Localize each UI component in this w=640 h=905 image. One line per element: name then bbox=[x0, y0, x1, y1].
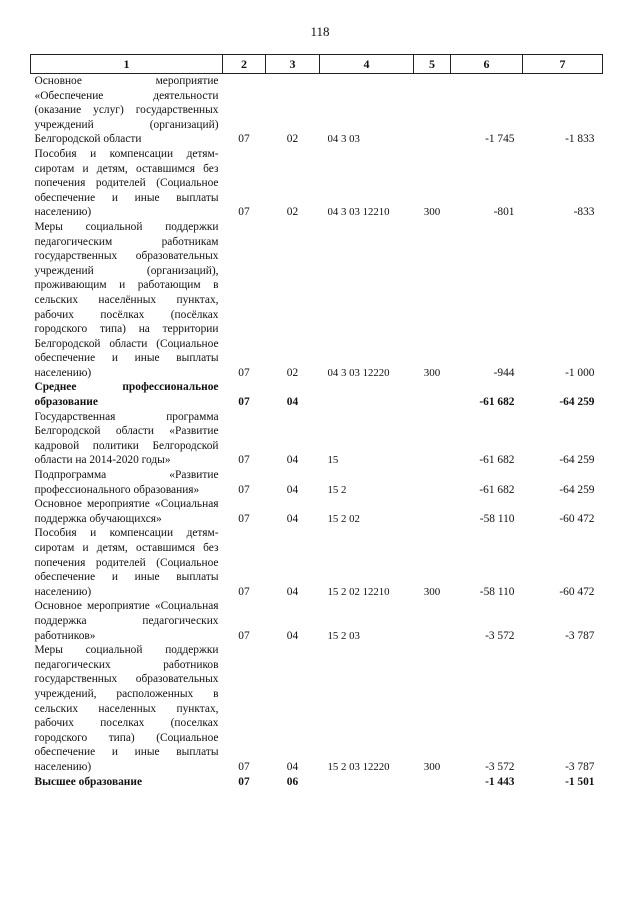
amount-year1-cell: -944 bbox=[493, 366, 515, 379]
target-article-cell: 15 2 03 bbox=[327, 629, 360, 642]
row-name-cell: Среднее профессиональное образование bbox=[34, 381, 219, 409]
subsection-code-cell: 04 bbox=[286, 454, 299, 467]
amount-year1-cell: -61 682 bbox=[479, 483, 515, 496]
section-code-cell: 07 bbox=[238, 629, 250, 642]
subsection-code-cell: 02 bbox=[286, 206, 299, 219]
amount-year2-cell: -64 259 bbox=[559, 483, 595, 496]
subsection-code-cell: 06 bbox=[286, 775, 299, 788]
amount-year2-cell: -60 472 bbox=[559, 585, 595, 598]
expense-type-cell bbox=[414, 410, 451, 468]
section-code-cell: 07 bbox=[238, 366, 250, 379]
row-name-cell: Пособия и компенсации детям-сиротам и детям, оставшимся без попечения родителей (Социальное обеспечение и иные выплаты населению) bbox=[34, 527, 219, 598]
subsection-code-cell: 04 bbox=[286, 629, 299, 642]
subsection-code-cell: 02 bbox=[286, 133, 299, 146]
column-header: 3 bbox=[266, 55, 320, 74]
expense-type-cell: 300 bbox=[423, 760, 441, 773]
section-code-cell: 07 bbox=[238, 760, 250, 773]
section-code-cell: 07 bbox=[238, 454, 250, 467]
expense-type-cell: 300 bbox=[423, 366, 441, 379]
target-article-cell: 15 bbox=[327, 454, 339, 467]
target-article-cell: 15 2 03 12220 bbox=[327, 760, 390, 773]
section-code-cell: 07 bbox=[238, 585, 250, 598]
target-article-cell: 15 2 02 bbox=[327, 512, 360, 525]
row-name-cell: Меры социальной поддержки педагогическим работникам государственных образовательных учреждений (организаций), проживающим и работающим в сельских населённых пунктах, рабочих посёлках (посёлках городского типа) на территории Белгородской области (Социальное обеспечение и иные выплаты населению) bbox=[34, 220, 219, 379]
target-article-cell: 15 2 bbox=[327, 483, 347, 496]
subsection-code-cell: 04 bbox=[286, 396, 299, 409]
amount-year2-cell: -64 259 bbox=[559, 396, 595, 409]
amount-year2-cell: -60 472 bbox=[559, 512, 595, 525]
amount-year1-cell: -3 572 bbox=[485, 760, 515, 773]
table-row bbox=[31, 526, 603, 599]
table-row bbox=[31, 643, 603, 774]
row-name-cell: Подпрограмма «Развитие профессионального образования» bbox=[34, 469, 219, 496]
subsection-code-cell: 04 bbox=[286, 760, 299, 773]
expense-type-cell bbox=[414, 380, 451, 409]
amount-year2-cell: -1 833 bbox=[565, 133, 595, 146]
table-row bbox=[31, 599, 603, 643]
row-name-cell: Высшее образование bbox=[34, 775, 142, 788]
table-row bbox=[31, 380, 603, 409]
column-header: 1 bbox=[31, 55, 223, 74]
section-code-cell: 07 bbox=[238, 775, 250, 788]
amount-year2-cell: -64 259 bbox=[559, 454, 595, 467]
amount-year1-cell: -58 110 bbox=[479, 585, 515, 598]
section-code-cell: 07 bbox=[238, 206, 250, 219]
table-header-row bbox=[31, 55, 603, 74]
table-row bbox=[31, 497, 603, 526]
amount-year2-cell: -3 787 bbox=[565, 760, 595, 773]
expense-type-cell bbox=[414, 775, 451, 790]
section-code-cell: 07 bbox=[238, 483, 250, 496]
column-header: 5 bbox=[414, 55, 451, 74]
amount-year2-cell: -1 501 bbox=[565, 775, 595, 788]
subsection-code-cell: 04 bbox=[286, 512, 299, 525]
expense-type-cell bbox=[414, 497, 451, 526]
amount-year1-cell: -3 572 bbox=[485, 629, 515, 642]
page-number: 118 bbox=[310, 24, 330, 39]
amount-year1-cell: -61 682 bbox=[479, 396, 515, 409]
expense-type-cell bbox=[414, 599, 451, 643]
expense-type-cell: 300 bbox=[423, 206, 441, 219]
column-header: 4 bbox=[320, 55, 414, 74]
table-row bbox=[31, 220, 603, 381]
section-code-cell: 07 bbox=[238, 133, 250, 146]
column-header: 7 bbox=[523, 55, 603, 74]
expense-type-cell: 300 bbox=[423, 585, 441, 598]
amount-year2-cell: -1 000 bbox=[565, 366, 595, 379]
amount-year1-cell: -1 745 bbox=[485, 133, 515, 146]
expense-type-cell bbox=[414, 468, 451, 497]
row-name-cell: Государственная программа Белгородской области «Развитие кадровой политики Белгородской области на 2014-2020 годы» bbox=[34, 410, 219, 467]
table-row bbox=[31, 74, 603, 147]
amount-year1-cell: -61 682 bbox=[479, 454, 515, 467]
section-code-cell: 07 bbox=[238, 512, 250, 525]
amount-year1-cell: -1 443 bbox=[485, 775, 515, 788]
budget-table bbox=[30, 54, 603, 789]
column-header: 6 bbox=[451, 55, 523, 74]
column-header: 2 bbox=[223, 55, 266, 74]
subsection-code-cell: 04 bbox=[286, 483, 299, 496]
table-row bbox=[31, 147, 603, 220]
target-article-cell bbox=[320, 775, 414, 790]
amount-year2-cell: -3 787 bbox=[565, 629, 595, 642]
row-name-cell: Пособия и компенсации детям-сиротам и детям, оставшимся без попечения родителей (Социальное обеспечение и иные выплаты населению) bbox=[34, 147, 219, 219]
section-code-cell: 07 bbox=[238, 396, 250, 409]
row-name-cell: Основное мероприятие «Социальная поддержка обучающихся» bbox=[34, 498, 219, 525]
expense-type-cell bbox=[414, 74, 451, 147]
amount-year1-cell: -58 110 bbox=[479, 512, 515, 525]
target-article-cell: 04 3 03 bbox=[327, 133, 360, 146]
target-article-cell bbox=[320, 380, 414, 409]
target-article-cell: 15 2 02 12210 bbox=[327, 585, 390, 598]
row-name-cell: Меры социальной поддержки педагогических работников государственных образовательных учреждений, расположенных в сельских населенных пунктах, рабочих поселках (поселках городского типа) (Социальное обеспечение и иные выплаты населению) bbox=[34, 644, 219, 773]
row-name-cell: Основное мероприятие «Обеспечение деятельности (оказание услуг) государственных учреждений (организаций) Белгородской области bbox=[34, 75, 219, 146]
table-row bbox=[31, 410, 603, 468]
target-article-cell: 04 3 03 12210 bbox=[327, 206, 390, 219]
subsection-code-cell: 02 bbox=[286, 366, 299, 379]
amount-year2-cell: -833 bbox=[573, 206, 595, 219]
target-article-cell: 04 3 03 12220 bbox=[327, 366, 390, 379]
table-row bbox=[31, 468, 603, 497]
table-row bbox=[31, 775, 603, 790]
row-name-cell: Основное мероприятие «Социальная поддержка педагогических работников» bbox=[34, 600, 219, 642]
subsection-code-cell: 04 bbox=[286, 585, 299, 598]
amount-year1-cell: -801 bbox=[493, 206, 515, 219]
